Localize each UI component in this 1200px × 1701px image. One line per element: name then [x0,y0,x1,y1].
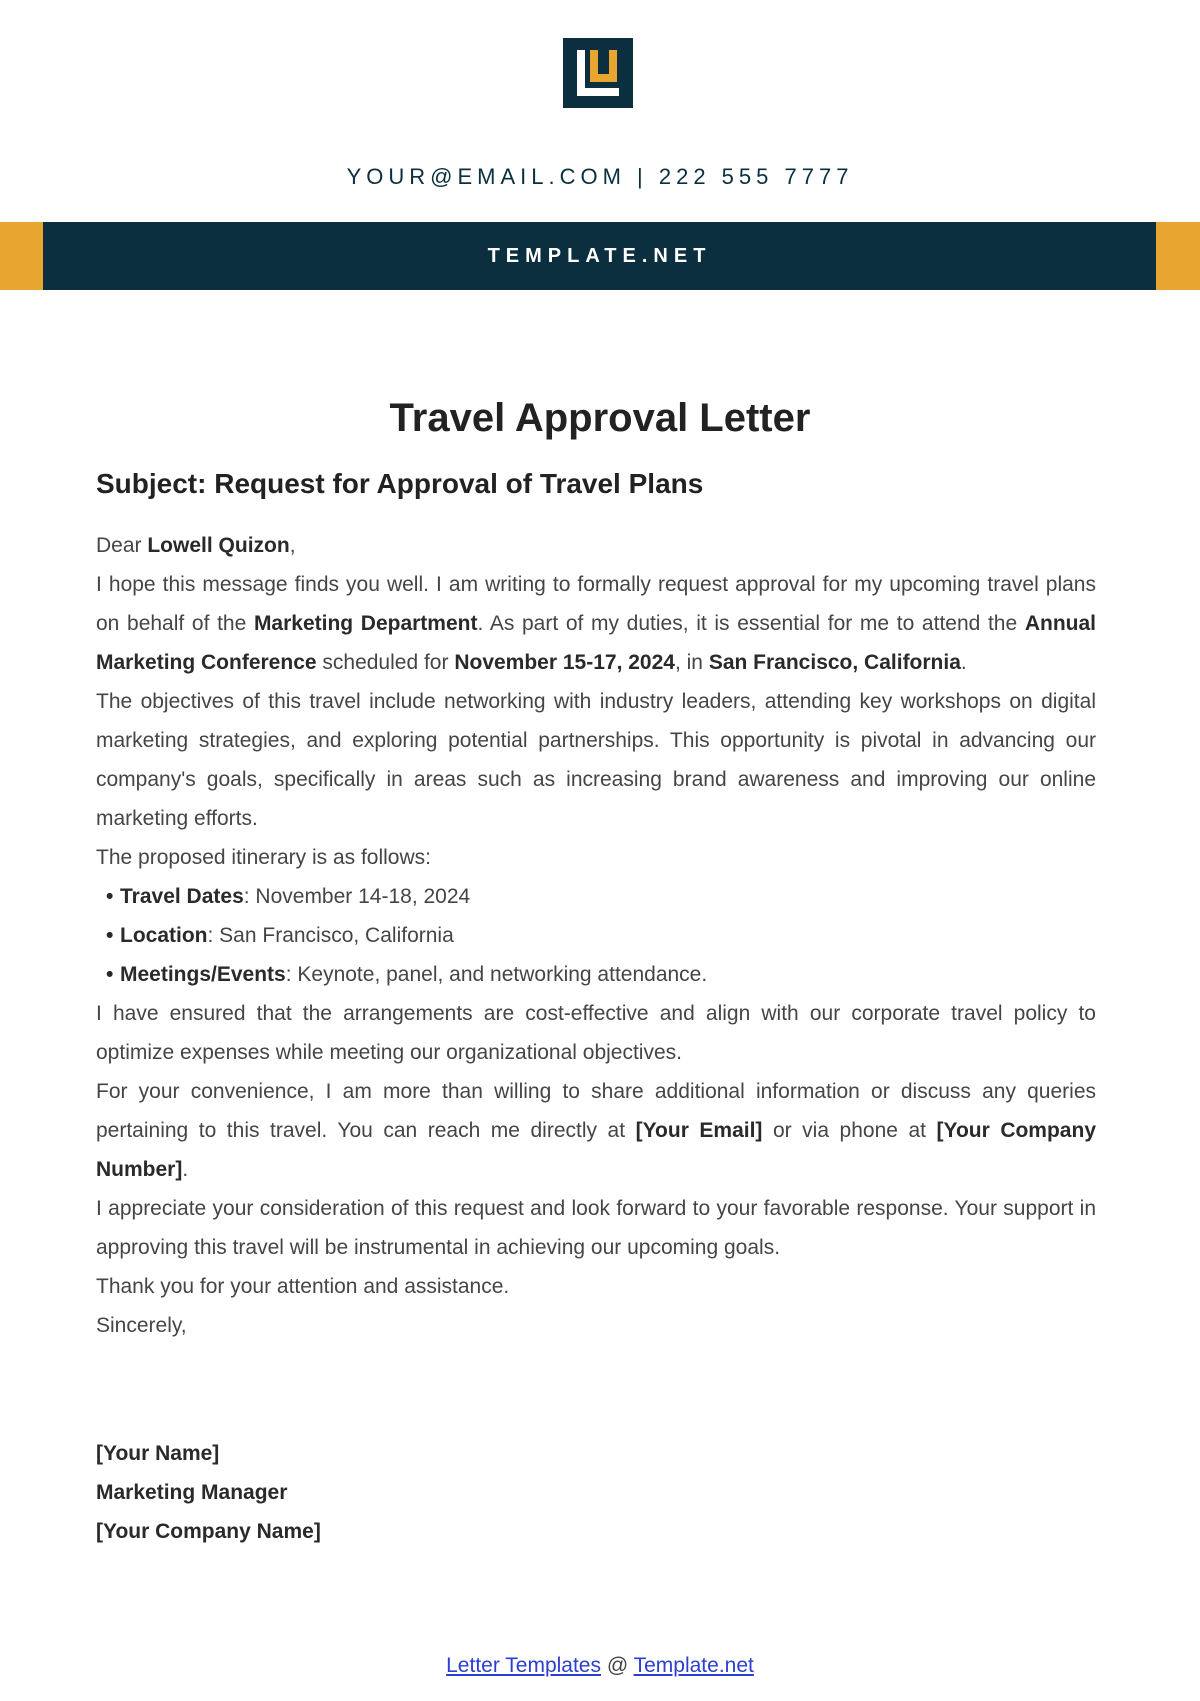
event-location: San Francisco, California [708,651,961,674]
footer-separator: @ [601,1654,634,1677]
letter-title: Travel Approval Letter [389,396,811,440]
letter-subject: Subject: Request for Approval of Travel Plans [96,468,704,499]
band-title: TEMPLATE.NET [487,244,712,267]
signer-role: Marketing Manager [96,1481,288,1504]
signer-company: [Your Company Name] [96,1520,321,1543]
paragraph-objectives: The objectives of this travel include networking with industry leaders, attending key workshops on digital marketing strategies, and exploring potential partnerships. This opportunity is pivotal in advancing our company's goals, specifically in areas such as increasing brand awareness and improving our online marketing efforts. [96,690,1096,830]
contact-phone: [Your Company Number] [96,1119,1096,1181]
letter-body [96,526,1096,1345]
greeting: Dear Lowell Quizon, [96,534,296,557]
department: Marketing Department [253,612,478,635]
footer [0,1654,1200,1678]
paragraph-thanks: Thank you for your attention and assistance. [96,1275,510,1298]
event-dates: November 15-17, 2024 [454,651,675,674]
paragraph-intro: I hope this message finds you well. I am writing to formally request approval for my upcoming travel plans on behalf of the Marketing Department. As part of my duties, it is essential for me to attend the Annual Marketing Conference scheduled for November 15-17, 2024, in San Francisco, California. [96,573,1096,674]
signer-name: [Your Name] [96,1442,220,1465]
list-item: • Travel Dates: November 14-18, 2024 [106,877,1096,916]
accent-bar-right [1156,222,1200,290]
signature-block [96,1434,321,1551]
company-logo-icon [563,38,633,108]
paragraph-cost: I have ensured that the arrangements are cost-effective and align with our corporate travel policy to optimize expenses while meeting our organizational objectives. [96,1002,1096,1064]
list-item: • Meetings/Events: Keynote, panel, and networking attendance. [106,955,1096,994]
paragraph-itinerary-intro: The proposed itinerary is as follows: [96,846,431,869]
itinerary-list [96,877,1096,994]
list-item: • Location: San Francisco, California [106,916,1096,955]
closing: Sincerely, [96,1314,187,1337]
letter-templates-link[interactable]: Letter Templates [446,1654,601,1677]
contact-info: YOUR@EMAIL.COM | 222 555 7777 [346,164,854,189]
recipient-name: Lowell Quizon [147,534,290,557]
template-net-link[interactable]: Template.net [633,1654,754,1677]
paragraph-appreciation: I appreciate your consideration of this request and look forward to your favorable response. Your support in approving this travel will be instrumental in achieving our upcoming goals. [96,1197,1096,1259]
event-name: Annual Marketing Conference [96,612,1096,674]
contact-email: [Your Email] [635,1119,763,1142]
header-band [43,222,1156,290]
accent-bar-left [0,222,43,290]
paragraph-contact: For your convenience, I am more than willing to share additional information or discuss any queries pertaining to this travel. You can reach me directly at [Your Email] or via phone at [Your Company Number]. [96,1080,1096,1181]
